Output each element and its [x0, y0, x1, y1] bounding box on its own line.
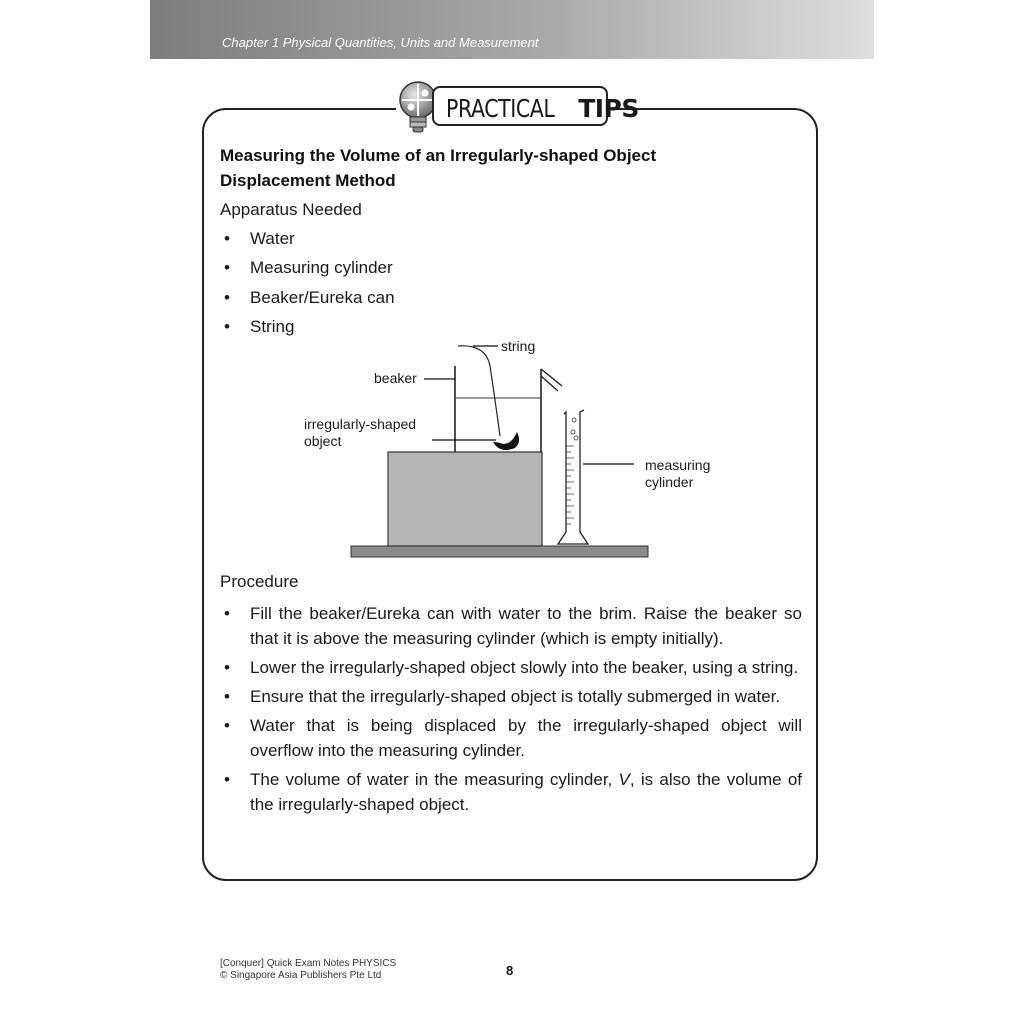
section-subtitle: Displacement Method	[220, 171, 396, 190]
list-item	[220, 601, 802, 651]
footer-book-title: [Conquer] Quick Exam Notes PHYSICS	[220, 958, 397, 969]
procedure-heading: Procedure	[220, 572, 299, 591]
list-item	[220, 713, 802, 763]
cylinder-label-line1: measuring	[645, 457, 711, 473]
procedure-step-last	[250, 770, 802, 814]
list-item	[220, 288, 802, 317]
bullet-mark: •	[224, 316, 230, 336]
chapter-header-band	[150, 0, 874, 59]
bullet-mark: •	[224, 716, 230, 735]
list-item	[220, 684, 802, 709]
apparatus-illustration	[300, 336, 720, 562]
footer-copyright: © Singapore Asia Publishers Pte Ltd	[220, 970, 382, 981]
procedure-step-last-post: , is also the volume of the irregularly-shaped object.	[250, 770, 802, 814]
object-label-line2: object	[304, 433, 342, 449]
cylinder-label-line2: cylinder	[645, 474, 694, 490]
practical-tips-badge	[396, 80, 639, 142]
apparatus-list	[220, 229, 802, 346]
beaker-shape	[455, 366, 541, 452]
apparatus-item: Beaker/Eureka can	[250, 287, 395, 307]
procedure-step: Ensure that the irregularly-shaped object is totally submerged in water.	[250, 687, 781, 706]
list-item	[220, 229, 802, 258]
bullet-mark: •	[224, 658, 230, 677]
bullet-mark: •	[224, 229, 230, 248]
procedure-step-last-pre: The volume of water in the measuring cylinder,	[250, 770, 619, 789]
string-label: string	[501, 338, 536, 354]
badge-label	[446, 94, 639, 123]
beaker-label: beaker	[374, 370, 417, 386]
string-shape	[458, 346, 500, 436]
apparatus-heading: Apparatus Needed	[220, 200, 362, 219]
list-item	[220, 655, 802, 680]
bullet-mark: •	[224, 770, 230, 789]
list-item	[220, 767, 802, 817]
bullet-mark: •	[224, 687, 230, 706]
badge-word-tips: TIPS	[578, 94, 639, 123]
block-shape	[388, 452, 542, 546]
procedure-step: Fill the beaker/Eureka can with water to the brim. Raise the beaker so that it is above the measuring cylinder (which is empty initially).	[250, 604, 802, 648]
bullet-mark: •	[224, 258, 230, 278]
bullet-mark: •	[224, 287, 230, 307]
apparatus-item: String	[250, 316, 295, 336]
chapter-title: Chapter 1 Physical Quantities, Units and Measurement	[222, 35, 539, 50]
footer-credits	[220, 958, 396, 982]
object-shape	[493, 432, 519, 450]
procedure-list	[220, 601, 802, 821]
badge-word-practical: PRACTICAL	[446, 94, 555, 123]
spout-shape	[541, 369, 562, 391]
apparatus-item: Water	[250, 229, 295, 248]
list-item	[220, 258, 802, 287]
object-label-line1: irregularly-shaped	[304, 416, 417, 432]
bullet-mark: •	[224, 604, 230, 623]
volume-variable: V	[618, 770, 630, 789]
displacement-diagram	[300, 336, 720, 562]
procedure-step: Water that is being displaced by the irregularly-shaped object will overflow into the measuring cylinder.	[250, 716, 802, 760]
apparatus-item: Measuring cylinder	[250, 258, 393, 278]
bench-shape	[351, 546, 648, 557]
badge-label-frame	[432, 86, 639, 126]
section-title: Measuring the Volume of an Irregularly-shaped Object	[220, 146, 657, 165]
procedure-step: Lower the irregularly-shaped object slowly into the beaker, using a string.	[250, 658, 799, 677]
page-number: 8	[506, 963, 514, 978]
